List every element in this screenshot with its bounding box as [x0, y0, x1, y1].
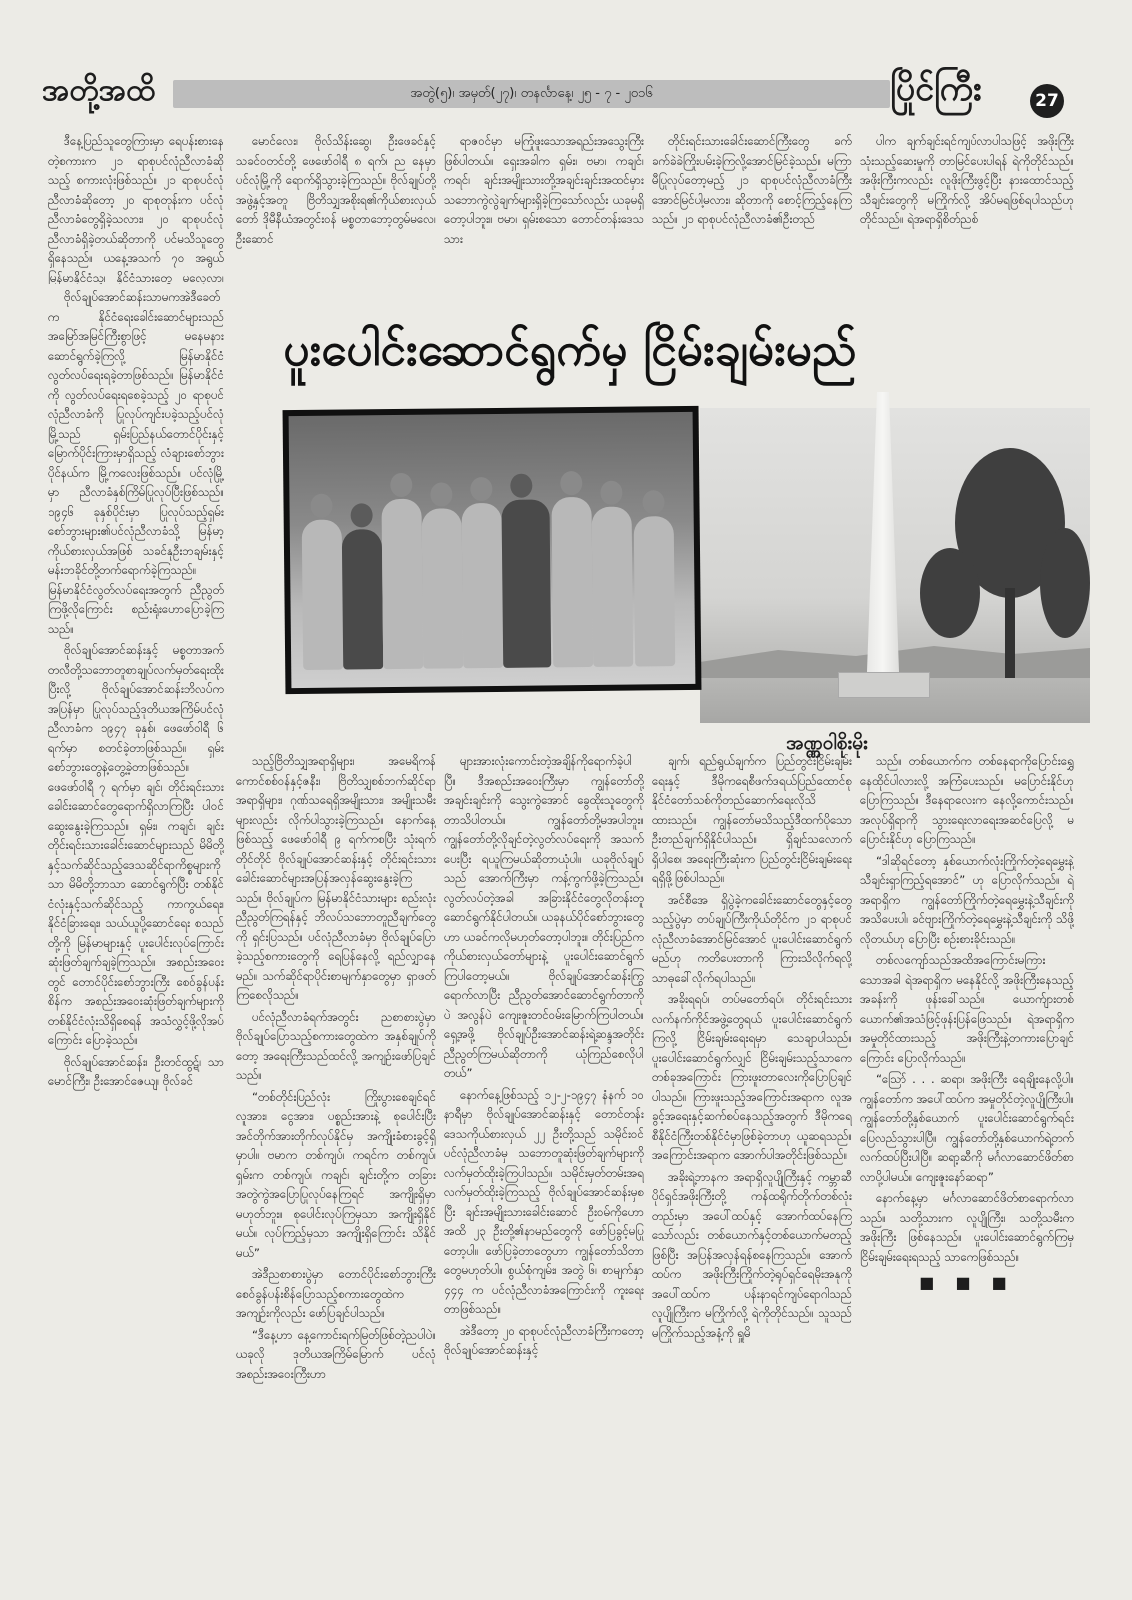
- paragraph: ချက်၊ ရည်ရွယ်ချက်က ပြည်တွင်းငြိမ်းချမ်းရေးနှင့် ဒီမိုကရေစီဖက်ဒရယ်ပြည်ထောင်စုနိုင်ငံတော်သစ်ကိုတည်ဆောက်ရေးလိုသိထားသည်။ ကျွန်တော်မသိသည့်ဒီထက်ပိုသော ဦးတည်ချက်ရှိနိုင်ပါသည်။ ရှိချင်သလောက် ရှိပါစေ၊ အရေးကြီးဆုံးက ပြည်တွင်းငြိမ်းချမ်းရေးရရှိဖို့ဖြစ်ပါသည်။: [652, 754, 852, 885]
- paragraph: နောက်နေ့မှာ မင်္ဂလာဆောင်ဖိတ်စာရောက်လာသည်။ သတို့သားက လူပျိုကြီး၊ သတို့သမီးက အဖိုးကြီး ဖြစ်နေသည်။ ပူးပေါင်းဆောင်ရွက်ကြမှ ငြိမ်းချမ်းရေးရသည့် သာကေဖြစ်သည်။: [860, 1191, 1074, 1264]
- paragraph: ရာဇဝင်မှာ မကြုံဖူးသောအရည်းအသွေးကြီးဖြစ်ပါတယ်။ ရှေးအခါက ရှမ်း၊ ဗမာ၊ ကချင်၊ ကရင်၊ ချင်းအမျိုးသားတို့အချင်းချင်းအထင်မှားသဘောကွဲလွဲချက်များရှိခဲ့ကြသော်လည်း ယခုမရှိတော့ပါဘူး။ ဗမာ၊ ရှမ်းစသော တောင်တန်းဒေသသား: [444, 134, 644, 246]
- column-5-bottom: [860, 752, 1074, 1596]
- newspaper-logo: ပြိုင်ကြီး: [890, 69, 982, 109]
- paragraph: ဗိုလ်ချုပ်အောင်ဆန်းနှင့် မစ္စတာအက်တလီတို့သဘောတူစာချုပ်လက်မှတ်ရေးထိုးပြီးလို့ ဗိုလ်ချုပ်အောင်ဆန်းဘိလပ်က အပြန်မှာ ပြုလုပ်သည့်ဒုတိယအကြိမ်ပင်လုံညီလာခံက ၁၉၄၇ ခုနှစ်၊ ဖေဖော်ဝါရီ ၆ ရက်မှာ စတင်ခဲ့တာဖြစ်သည်။ ရှမ်းစော်ဘွားတွေနဲ့တွေ့ခဲ့တာဖြစ်သည်။ ဖေဖော်ဝါရီ ၇ ရက်မှာ ချင်၊ တိုင်းရင်းသားခေါင်းဆောင်တွေရောက်ရှိလာကြပြီး ပါဝင်ဆွေးနွေးခဲ့ကြသည်။ ရှမ်း၊ ကချင်၊ ချင်းတိုင်းရင်းသားခေါင်းဆောင်များသည် မိမိတို့နှင့်သက်ဆိုင်သည့်ဒေသဆိုင်ရာကိစ္စများကိုသာ မိမိတို့ဘာသာ ဆောင်ရွက်ပြီး တစ်နိုင်ငံလုံးနှင့်သက်ဆိုင်သည့် ကာကွယ်ရေး၊ နိုင်ငံခြားရေး၊ သယ်ယူပို့ဆောင်ရေး စသည်တို့ကို မြန်မာများနှင့် ပူးပေါင်းလုပ်ကြောင်း ဆုံးဖြတ်ချက်ချခဲ့ကြသည်။ အစည်းအဝေးတွင် တောင်ပိုင်းစော်ဘွားကြီး စေဝ်ခွန်ပန်းစိန်က အစည်းအဝေးဆုံးဖြတ်ချက်များကို တစ်နိုင်ငံလုံးသိရှိစေရန် အသံလွှင့်ဖို့လိုအပ်ကြောင်း ပြောခဲ့သည်။: [48, 643, 224, 1047]
- person-figure: [592, 507, 634, 667]
- article-author: အဏ္ဏဝါစိုးမိုး: [786, 732, 868, 754]
- paragraph: “ဪ . . . ဆရာ၊ အဖိုးကြီး ရေချိုးနေလို့ပါ။ ကျွန်တော်က အပေါ်ထပ်က အမှုတိုင်တဲ့လူပျိုကြီးပါ။ ကျွန်တော်တို့နှစ်ယောက် ပူးပေါင်းဆောင်ရွက်ရင်း ပြေလည်သွားပါပြီ။ ကျွန်တော်တို့နှစ်ယောက်ရဲ့တက်လက်ထပ်ပြီးပါပြီ။ ဆရာ့ဆီကို မင်္ဂလာဆောင်ဖိတ်စာလာပို့ပါမယ်။ ကျေးဇူးနော်ဆရာ”: [860, 1072, 1074, 1184]
- person-figure: [302, 520, 344, 670]
- column-3-bottom: [444, 752, 644, 1596]
- person-head: [470, 477, 492, 501]
- header-band: [173, 80, 890, 108]
- column-4-bottom: [652, 752, 852, 1596]
- person-head: [600, 481, 622, 505]
- section-title: အတို့အထိ: [42, 73, 156, 108]
- person-head: [310, 494, 332, 518]
- historical-group-photo: [283, 406, 702, 694]
- column-2-bottom: [236, 752, 436, 1596]
- person-figure: [422, 508, 464, 668]
- paragraph: သည်။ တစ်ယောက်က တစ်နေရာကိုပြောင်းရွှေ့နေထိုင်ပါလားလို့ အကြံပေးသည်။ မပြောင်းနိုင်ဟု ပြောကြသည်။ ဒီနေရာလေးက နေလို့ကောင်းသည်။ အလုပ်ရှိရာကို သွားရေးလာရေးအဆင်ပြေလို့ မပြောင်းနိုင်ဟု ပြောကြသည်။: [860, 754, 1074, 846]
- paragraph: ဗိုလ်ချုပ်အောင်ဆန်းသာမကအဲဒီခေတ်က နိုင်ငံရေးခေါင်းဆောင်များသည် အမြော်အမြင်ကြီးစွာဖြင့် မနေမနားဆောင်ရွက်ခဲ့ကြလို့ မြန်မာနိုင်ငံလွတ်လပ်ရေးရခဲ့တာဖြစ်သည်။ မြန်မာနိုင်ငံကို လွတ်လပ်ရေးရစေခဲ့သည့် ၂၀ ရာစုပင်လုံညီလာခံကို ပြုလုပ်ကျင်းပခဲ့သည့်ပင်လုံမြို့သည် ရှမ်းပြည်နယ်တောင်ပိုင်းနှင့် မြောက်ပိုင်းကြားမှာရှိသည့် လံချားစော်ဘွားပိုင်နယ်က မြို့ကလေးဖြစ်သည်။ ပင်လုံမြို့မှာ ညီလာခံနှစ်ကြိမ်ပြုလုပ်ပြီးဖြစ်သည်။ ၁၉၄၆ ခုနှစ်ပိုင်းမှာ ပြုလုပ်သည့်ရှမ်းစော်ဘွားများ၏ပင်လုံညီလာခံသို့ မြန်မာ့ကိုယ်စားလှယ်အဖြစ် သခင်နုဦးဘချမ်းနှင့် မန်းဘခိုင်တို့တက်ရောက်ခဲ့ကြသည်။ မြန်မာနိုင်ငံလွတ်လပ်ရေးအတွက် ညီညွတ်ကြဖို့လိုကြောင်း စည်းရုံးဟောပြောခဲ့ကြသည်။: [48, 290, 224, 636]
- paragraph: အဲဒီညစာစားပွဲမှာ တောင်ပိုင်းစော်ဘွားကြီး စေဝ်ခွန်ပန်းစိန်ပြောသည့်စကားတွေထဲက အကျဉ်းကိုလည်း ဖော်ပြချင်ပါသည်။: [236, 1267, 436, 1320]
- person-figure: [501, 499, 551, 667]
- person-head: [510, 474, 532, 498]
- paragraph: တိုင်းရင်းသားခေါင်းဆောင်ကြီးတွေ ခက်ခက်ခဲခဲကြိုးပမ်းခဲ့ကြလို့အောင်မြင်ခဲ့သည်။ မကြာမီပြုလုပ်တော့မည့် ၂၁ ရာစုပင်လုံညီလာခံကြီးအောင်မြင်ပါ့မလား၊ ဆိုတာကို စောင့်ကြည့်နေကြသည်။ ၂၁ ရာစုပင်လုံညီလာခံ၏ဦးတည်: [652, 134, 852, 226]
- person-head: [351, 503, 373, 527]
- person-head: [430, 482, 452, 506]
- paragraph: မောင်လေး၊ ဗိုလ်သိန်းဆွေ၊ ဦးဖေခင်နှင့် သခင်ဝတင်တို့ ဖေဖော်ဝါရီ ၈ ရက်၊ ည နေမှာ ပင်လုံမြို့ကို ရောက်ရှိသွားခဲ့ကြသည်။ ဗိုလ်ချုပ်တို့အဖွဲ့နှင့်အတူ ဗြိတိသျှအစိုးရ၏ကိုယ်စားလှယ်တော် ဒိုမီနီယံအတွင်းဝန် မစ္စတာဘော့တွမ်မလေ၊ ဦးဆောင်: [236, 134, 436, 246]
- person-head: [390, 473, 412, 497]
- column-4-top: [652, 132, 852, 284]
- column-5-top: [860, 132, 1074, 284]
- person-figure: [634, 516, 676, 666]
- paragraph: ဗိုလ်ချုပ်အောင်ဆန်း၊ ဦးတင်ထွဋ်၊ သာမောင်ကြီး၊ ဦးအောင်ဇေယျ၊ ဗိုလ်ခင်: [48, 1054, 224, 1088]
- person-head: [642, 490, 664, 514]
- paragraph: “တစ်တိုင်းပြည်လုံး ကြိုးပွားစေချင်ရင် လူအား၊ ငွေအား၊ ပစ္စည်းအားနဲ့ စုပေါင်းပြီး အင်တိုက်အားတိုက်လုပ်နိုင်မှ အကျိုးခံစားခွင့်ရှိမှာပါ။ ဗမာက တစ်ကျပ်၊ ကရင်က တစ်ကျပ်၊ ရှမ်းက တစ်ကျပ်၊ ကချင်၊ ချင်းတို့က တခြား အတွဲကွဲအပြောပြုလုပ်နေကြရင် အကျိုးရှိမှာမဟုတ်ဘူး။ စုပေါင်းလုပ်ကြမှသာ အကျိုးရှိနိုင်မယ်။ လုပ်ကြည့်မှသာ အကျိုးရှိကြောင်း သိနိုင်မယ်”: [236, 1089, 436, 1260]
- person-figure: [462, 503, 504, 668]
- paragraph: အခိုးရရပ်၊ တပ်မတော်ရပ်၊ တိုင်းရင်းသားလက်နက်ကိုင်အဖွဲ့တွေရယ် ပူးပေါင်းဆောင်ရွက်ကြလို့ ငြိမ်းချမ်းရေးရမှာ သေချာပါသည်။ ပူးပေါင်းဆောင်ရွက်လျှင် ငြိမ်းချမ်းသည့်သာကေတစ်ခုအကြောင်း ကြားဖူးတာလေးကိုပြောပြချင်ပါသည်။ ကြားဖူးသည့်အကြောင်းအရာက လူအခွင့်အရေးနှင့်ဆက်စပ်နေသည့်အတွက် ဒီမိုကရေစီနိုင်ငံကြီးတစ်နိုင်ငံမှာဖြစ်ခဲ့တာဟု ယူဆရသည်။ အကြောင်းအရာက အောက်ပါအတိုင်းဖြစ်သည်။: [652, 992, 852, 1162]
- obelisk-base: [838, 672, 930, 698]
- paragraph: များအားလုံးကောင်းတဲ့အချိန်ကိုရောက်ခဲ့ပါပြီ။ ဒီအစည်းအဝေးကြီးမှာ ကျွန်တော်တို့အချင်းချင်းကို သွေးကွဲအောင် ခွေထိုးသူတွေကိုတာသိပါတယ်။ ကျွန်တော်တို့မအပါဘူး။ ကျွန်တော်တို့လိုချင်တဲ့လွတ်လပ်ရေးကို အသက်ပေးပြီး ရယူကြမယ်ဆိုတာယုံပါ။ ယခုဗိုလ်ချုပ်သည် အောက်ကြီးမှာ ကန့်ကွက်ဖို့ခဲ့ကြသည်။ လွတ်လပ်တဲ့အခါ အခြားနိုင်ငံတွေလိုတန်းတူဆောင်ရွက်နိုင်ပါတယ်။ ယခုနယ်ပိုင်စော်ဘွားတွေဟာ ယခင်ကလိုမဟုတ်တော့ပါဘူး။ တိုင်းပြည်က ကိုယ်စားလှယ်တော်များနဲ့ ပူးပေါင်းဆောင်ရွက်ကြပါတော့မယ်။ ဗိုလ်ချုပ်အောင်ဆန်းကြွရောက်လာပြီး ညီညွတ်အောင်ဆောင်ရွက်တာကိုပဲ အလွန်ပဲ ကျေးဇူးတင်ဝမ်းမြောက်ကြပါတယ်။ ရှေ့အဖို့ ဗိုလ်ချုပ်ဦးအောင်ဆန်းရဲ့ဆန္ဒအတိုင်း ညီညွတ်ကြမယ်ဆိုတာကို ယုံကြည်စေလိုပါတယ်”: [444, 754, 644, 1080]
- paragraph: ဒီနေ့ပြည်သူတွေကြားမှာ ရေပန်းစားနေတဲ့စကားက ၂၁ ရာစုပင်လုံညီလာခံဆိုသည့် စကားလုံးဖြစ်သည်။ ၂၁ ရာစုပင်လုံညီလာခံဆိုတော့ ၂၀ ရာစုတုန်းက ပင်လုံညီလာခံတွေရှိခဲ့သလား၊ ၂၀ ရာစုပင်လုံညီလာခံရှိခဲ့တယ်ဆိုတာကို ပင်မသိသူတွေရှိနေသည်။ ယနေ့အသက် ၇၀ အရွယ် မြန်မာနိုင်ငံသူ၊ နိုင်ငံသားတွေ မလေ့လာ၊: [48, 134, 224, 284]
- paragraph: အဲဒီတော့ ၂၀ ရာစုပင်လုံညီလာခံကြီးကတော့ ဗိုလ်ချုပ်အောင်ဆန်းနှင့်: [444, 1323, 644, 1357]
- column-1-top: [48, 132, 224, 284]
- paragraph: “ဒါဆိုရင်တော့ နှစ်ယောက်လုံးကြိုက်တဲ့ရေမွှေးနဲ့ သီချင်းရှာကြည့်ရအောင်” ဟု ပြောလိုက်သည်။ ရဲအရာရှိက ကျွန်တော်ကြိုက်တဲ့ရေမွှေးနဲ့သီချင်းကို အသိပေးပါ၊ ခင်ဗျားကြိုက်တဲ့ရေမွှေးနဲ့သီချင်းကို သိဖို့လိုတယ်ဟု ပြောပြီး စဉ်းစားခိုင်းသည်။: [860, 853, 1074, 946]
- paragraph: နောက်နေ့ဖြစ်သည့် ၁၂-၂-၁၉၄၇ နံနက် ၁၀ နာရီမှာ ဗိုလ်ချုပ်အောင်ဆန်းနှင့် တောင်တန်းဒေသကိုယ်စားလှယ် ၂၂ ဦးတို့သည် သမိုင်းဝင်ပင်လုံညီလာခံမှ သဘောတူဆုံးဖြတ်ချက်များကို လက်မှတ်ထိုးခဲ့ကြပါသည်။ သမိုင်းမှတ်တမ်းအရ လက်မှတ်ထိုးခဲ့ကြသည့် ဗိုလ်ချုပ်အောင်ဆန်းမှစပြီး ချင်းအမျိုးသားခေါင်းဆောင် ဦးဝမ်ကိုဟောအထိ ၂၃ ဦးတို့၏နာမည်တွေကို ဖော်ပြခွင့်မပြုတော့ပါ။ ဖော်ပြခဲ့တာတွေဟာ ကျွန်တော်သိတာတွေမဟုတ်ပါ။ စွယ်စုံကျမ်း၊ အတွဲ ၆၊ စာမျက်နှာ ၄၄၄ က ပင်လုံညီလာခံအကြောင်းကို ကူးရေးတာဖြစ်သည်။: [444, 1087, 644, 1316]
- person-figure: [551, 497, 593, 667]
- column-3-top: [444, 132, 644, 284]
- person-figure: [342, 529, 383, 669]
- issue-date: အတွဲ(၅)၊ အမှတ်(၂၇)၊ တနင်္လာနေ့၊ ၂၅ - ၇ - ၂၀၁၆: [410, 86, 653, 101]
- person-figure: [381, 499, 423, 669]
- paragraph: အင်စီအေ ရှိပွဲခဲ့ကခေါင်းဆောင်တွေနှင့်တွေ့သည့်ပွဲမှာ တပ်ချုပ်ကြီးကိုယ်တိုင်က ၂၁ ရာစုပင်လုံညီလာခံအောင်မြင်အောင် ပူးပေါင်းဆောင်ရွက်မည်ဟု ကတိပေးတာကို ကြားသိလိုက်ရလို့ သာဓုခေါ်လိုက်ရပါသည်။: [652, 892, 852, 985]
- end-of-article-mark: ■ ■ ■: [919, 1273, 1015, 1292]
- paragraph: အခိုးရဲ့ဘာနက အရာရှိလူပျိုကြီးနှင့် ကမ္ဘာဆီပိုင်ရှင်အဖိုးကြီးတို့ ကန်ထရိုက်တိုက်တစ်လုံးတည်းမှာ အပေါ်ထပ်နှင့် အောက်ထပ်နေကြသော်လည်း တစ်ယောက်နှင့်တစ်ယောက်မတည့်ဖြစ်ပြီး အပြန်အလှန်ရန်စနေကြသည်။ အောက်ထပ်က အဖိုးကြီးကြိုက်တဲ့ရုပ်ရှင်ရေမိုးအနုကို အပေါ်ထပ်က ပန်းနာရင်ကျပ်ရောဂါသည်လူပျိုကြီးက မကြိုက်လို့ ရဲကိုတိုင်သည်။ သူသည် မကြိုက်သည့်အနံ့ကို ရှူမိ: [652, 1169, 852, 1340]
- column-2-top: [236, 132, 436, 284]
- paragraph: တစ်လကျော်သည်အထိအကြောင်းမကြားသောအခါ ရဲအရာရှိက မနေနိုင်လို့ အဖိုးကြီးနေသည့်အခန်းကို ဖုန်းခေါ်သည်။ ယောက်ျားတစ်ယောက်၏အသံဖြင့်ဖုန်းပြန်ဖြေသည်။ ရဲအရာရှိက အမှုတိုင်ထားသည့် အဖိုးကြီးနဲ့တကားပြောချင်ကြောင်း ပြောလိုက်သည်။: [860, 953, 1074, 1065]
- paragraph: ပါက ချက်ချင်းရင်ကျပ်လာပါသဖြင့် အဖိုးကြီးသုံးသည့်ဆေးမှုကို တာမြင်ပေးပါရန် ရဲကိုတိုင်သည်။ အဖိုးကြီးကလည်း လူဖိုးကြီးဖွင့်ပြီး နားထောင်သည့် သီချင်းတွေကို မကြိုက်လို့ အိပ်မရဖြစ်ရပါသည်ဟု တိုင်သည်။ ရဲအရာရှိစိတ်ညစ်: [860, 134, 1074, 226]
- tree-trunk: [1005, 588, 1015, 678]
- article-headline: ပူးပေါင်းဆောင်ရွက်မှ ငြိမ်းချမ်းမည်: [283, 322, 857, 376]
- tree: [920, 548, 980, 638]
- photo-image: [289, 412, 696, 688]
- paragraph: ပင်လုံညီလာခံရက်အတွင်း ညစာစားပွဲမှာ ဗိုလ်ချုပ်ပြောသည့်စကားတွေထဲက အနှစ်ချုပ်ကိုတော့ အရေးကြီးသည်ထင်လို့ အကျဉ်းဖော်ပြချင်သည်။: [236, 1009, 436, 1082]
- page-number-badge: 27: [1030, 84, 1064, 118]
- paragraph: သည့်ဗြိတိသျှအရာရှိများ၊ အမေရိကန်ကောင်စစ်ဝန်နှင့်ဇနီး၊ ဗြိတိသျှစစ်ဘက်ဆိုင်ရာအရာရှိများ၊ ဂုဏ်သရေရှိအမျိုးသား၊ အမျိုးသမီးများလည်း လိုက်ပါသွားခဲ့ကြသည်။ နောက်နေ့ဖြစ်သည့် ဖေဖော်ဝါရီ ၉ ရက်ကစပြီး သုံးရက်တိုင်တိုင် ဗိုလ်ချုပ်အောင်ဆန်းနှင့် တိုင်းရင်းသားခေါင်းဆောင်များအပြန်အလှန်ဆွေးနွေးခဲ့ကြသည်။ ဗိုလ်ချုပ်က မြန်မာနိုင်ငံသားများ စည်းလုံးညီညွတ်ကြရန်နှင့် ဘိလပ်သဘောတူညီချက်တွေကို ရှင်းပြသည်။ ပင်လုံညီလာခံမှာ ဗိုလ်ချုပ်ပြောခဲ့သည့်စကားတွေကို ရေပြန်နေလို့ ရည်လျှာနေမည်။ သက်ဆိုင်ရာပိုင်းစာမျက်နှာတွေမှာ ရှာဖတ်ကြစေလိုသည်။: [236, 754, 436, 1002]
- column-1-bottom: [48, 278, 224, 1596]
- person-head: [560, 471, 582, 495]
- paragraph: “ဒီနေ့ဟာ နေ့ကောင်းရက်မြတ်ဖြစ်တဲ့ညပါပဲ။ ယခုလို ဒုတိယအကြိမ်မြောက် ပင်လုံအစည်းအဝေးကြီးဟာ: [236, 1327, 436, 1381]
- tree: [1040, 528, 1090, 638]
